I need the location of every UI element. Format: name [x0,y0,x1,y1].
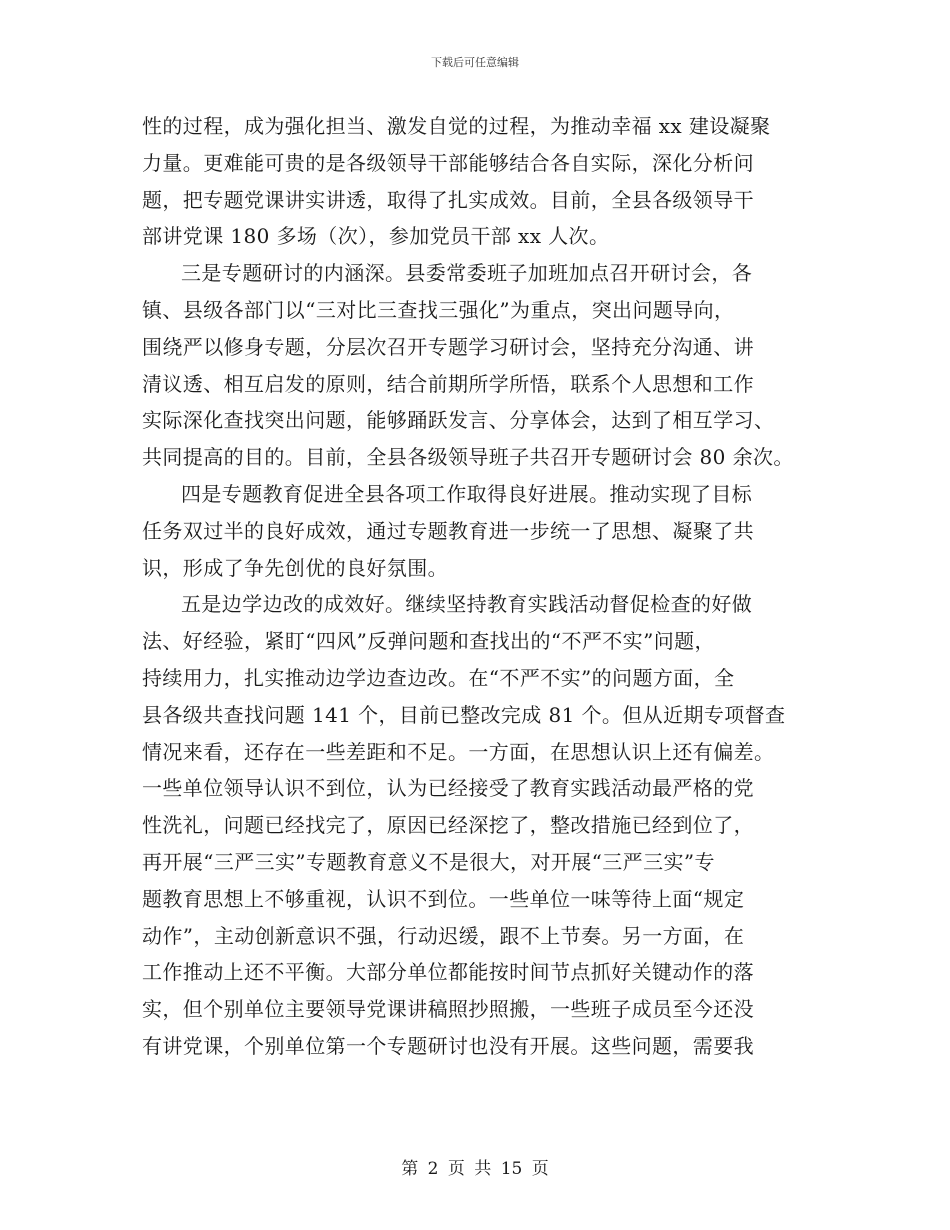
page-number: 第 2 页 共 15 页 [401,1159,549,1179]
text-line: 性洗礼，问题已经找完了，原因已经深挖了，整改措施已经到位了， [142,813,754,838]
page-header: 下载后可任意编辑 [431,56,519,69]
text-line: 清议透、相互启发的原则，结合前期所学所悟，联系个人思想和工作 [142,371,754,396]
text-line: 力量。更难能可贵的是各级领导干部能够结合各自实际，深化分析问 [142,150,754,175]
text-line: 部讲党课 180 多场（次），参加党员干部 xx 人次。 [142,224,610,249]
paragraph-first-line: 三是专题研讨的内涵深。县委常委班子加班加点召开研讨会，各 [181,261,753,286]
text-line: 识，形成了争先创优的良好氛围。 [142,555,448,580]
text-line: 题，把专题党课讲实讲透，取得了扎实成效。目前，全县各级领导干 [142,187,754,212]
text-line: 动作”，主动创新意识不强，行动迟缓，跟不上节奏。另一方面，在 [142,923,745,948]
text-line: 法、好经验，紧盯“四风”反弹问题和查找出的“不严不实”问题， [142,629,715,654]
text-line: 性的过程，成为强化担当、激发自觉的过程，为推动幸福 xx 建设凝聚 [142,114,771,138]
text-line: 有讲党课，个别单位第一个专题研讨也没有开展。这些问题，需要我 [142,1033,754,1058]
text-line: 实际深化查找突出问题，能够踊跃发言、分享体会，达到了相互学习、 [142,408,775,433]
text-line: 题教育思想上不够重视，认识不到位。一些单位一味等待上面“规定 [142,886,745,911]
text-line: 围绕严以修身专题，分层次召开专题学习研讨会，坚持充分沟通、讲 [142,334,754,359]
document-body [142,108,814,1065]
text-line: 持续用力，扎实推动边学边查边改。在“不严不实”的问题方面，全 [142,665,735,690]
text-line: 实，但个别单位主要领导党课讲稿照抄照搬，一些班子成员至今还没 [142,997,754,1022]
text-line: 镇、县级各部门以“三对比三查找三强化”为重点，突出问题导向， [142,297,735,322]
text-line: 任务双过半的良好成效，通过专题教育进一步统一了思想、凝聚了共 [142,518,754,543]
paragraph-first-line: 五是边学边改的成效好。继续坚持教育实践活动督促检查的好做 [181,592,753,617]
text-line: 再开展“三严三实”专题教育意义不是很大，对开展“三严三实”专 [142,849,715,874]
text-line: 共同提高的目的。目前，全县各级领导班子共召开专题研讨会 80 余次。 [142,445,794,470]
text-line: 工作推动上还不平衡。大部分单位都能按时间节点抓好关键动作的落 [142,960,754,985]
text-line: 情况来看，还存在一些差距和不足。一方面，在思想认识上还有偏差。 [142,739,775,764]
text-line: 一些单位领导认识不到位，认为已经接受了教育实践活动最严格的党 [142,776,754,801]
text-line: 县各级共查找问题 141 个，目前已整改完成 81 个。但从近期专项督查 [142,702,786,727]
paragraph-first-line: 四是专题教育促进全县各项工作取得良好进展。推动实现了目标 [181,481,753,506]
